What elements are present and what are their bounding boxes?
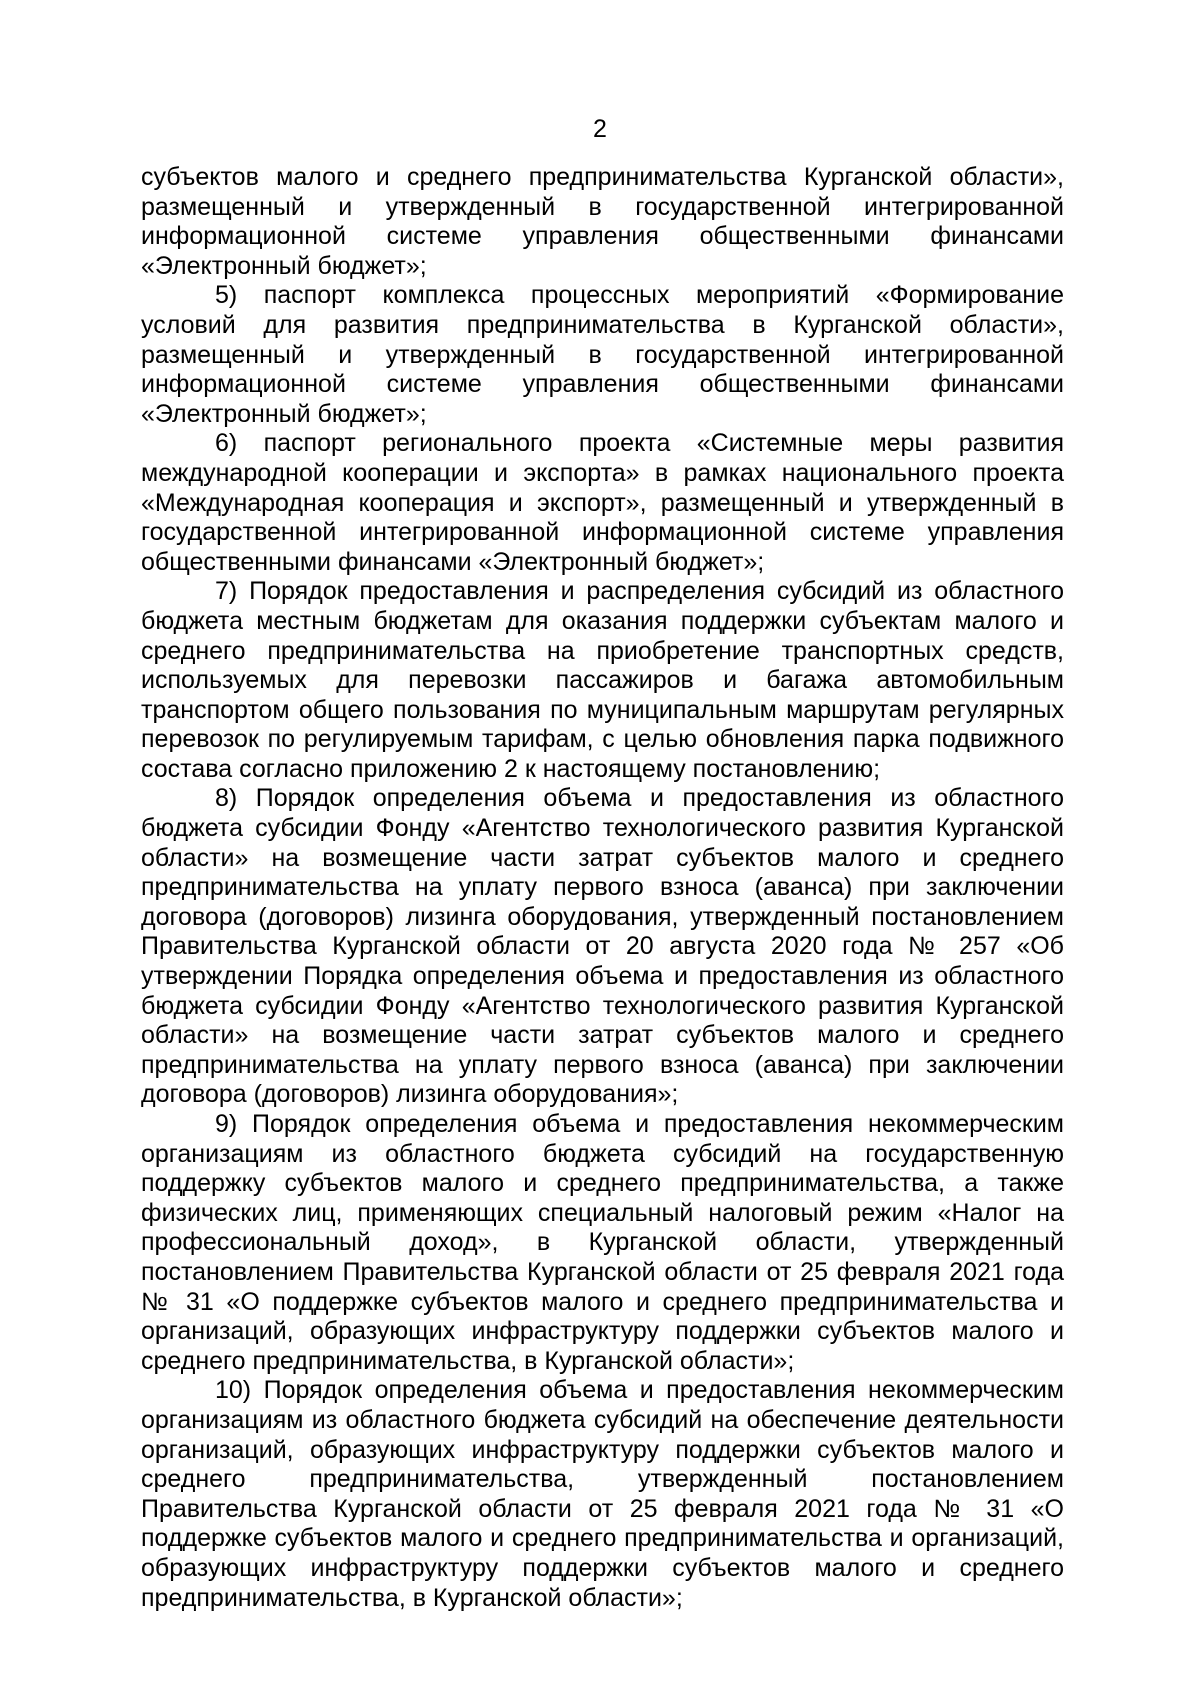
document-body xyxy=(141,163,1064,1613)
paragraph-item-10: 10) Порядок определения объема и предоставления некоммерческим организациям из областного бюджета субсидий на обеспечение деятельности организаций, образующих инфраструктуру поддержки субъектов малого и среднего предпринимательства, утвержденный постановлением Правительства Курганской области от 25 февраля 2021 года № 31 «О поддержке субъектов малого и среднего предпринимательства и организаций, образующих инфраструктуру поддержки субъектов малого и среднего предпринимательства, в Курганской области»; xyxy=(141,1376,1064,1612)
paragraph-continuation: субъектов малого и среднего предпринимательства Курганской области», размещенный и утвержденный в государственной интегрированной информационной системе управления общественными финансами «Электронный бюджет»; xyxy=(141,163,1064,280)
paragraph-item-6: 6) паспорт регионального проекта «Системные меры развития международной кооперации и экспорта» в рамках национального проекта «Международная кооперация и экспорт», размещенный и утвержденный в государственной интегрированной информационной системе управления общественными финансами «Электронный бюджет»; xyxy=(141,429,1064,576)
paragraph-item-5: 5) паспорт комплекса процессных мероприятий «Формирование условий для развития предпринимательства в Курганской области», размещенный и утвержденный в государственной интегрированной информационной системе управления общественными финансами «Электронный бюджет»; xyxy=(141,281,1064,428)
paragraph-item-7: 7) Порядок предоставления и распределения субсидий из областного бюджета местным бюджетам для оказания поддержки субъектам малого и среднего предпринимательства на приобретение транспортных средств, используемых для перевозки пассажиров и багажа автомобильным транспортом общего пользования по муниципальным маршрутам регулярных перевозок по регулируемым тарифам, с целью обновления парка подвижного состава согласно приложению 2 к настоящему постановлению; xyxy=(141,577,1064,783)
paragraph-item-9: 9) Порядок определения объема и предоставления некоммерческим организациям из областного бюджета субсидий на государственную поддержку субъектов малого и среднего предпринимательства, а также физических лиц, применяющих специальный налоговый режим «Налог на профессиональный доход», в Курганской области, утвержденный постановлением Правительства Курганской области от 25 февраля 2021 года № 31 «О поддержке субъектов малого и среднего предпринимательства и организаций, образующих инфраструктуру поддержки субъектов малого и среднего предпринимательства, в Курганской области»; xyxy=(141,1110,1064,1375)
paragraph-item-8: 8) Порядок определения объема и предоставления из областного бюджета субсидии Фонду «Агентство технологического развития Курганской области» на возмещение части затрат субъектов малого и среднего предпринимательства на уплату первого взноса (аванса) при заключении договора (договоров) лизинга оборудования, утвержденный постановлением Правительства Курганской области от 20 августа 2020 года № 257 «Об утверждении Порядка определения объема и предоставления из областного бюджета субсидии Фонду «Агентство технологического развития Курганской области» на возмещение части затрат субъектов малого и среднего предпринимательства на уплату первого взноса (аванса) при заключении договора (договоров) лизинга оборудования»; xyxy=(141,784,1064,1109)
page-number: 2 xyxy=(593,115,607,143)
